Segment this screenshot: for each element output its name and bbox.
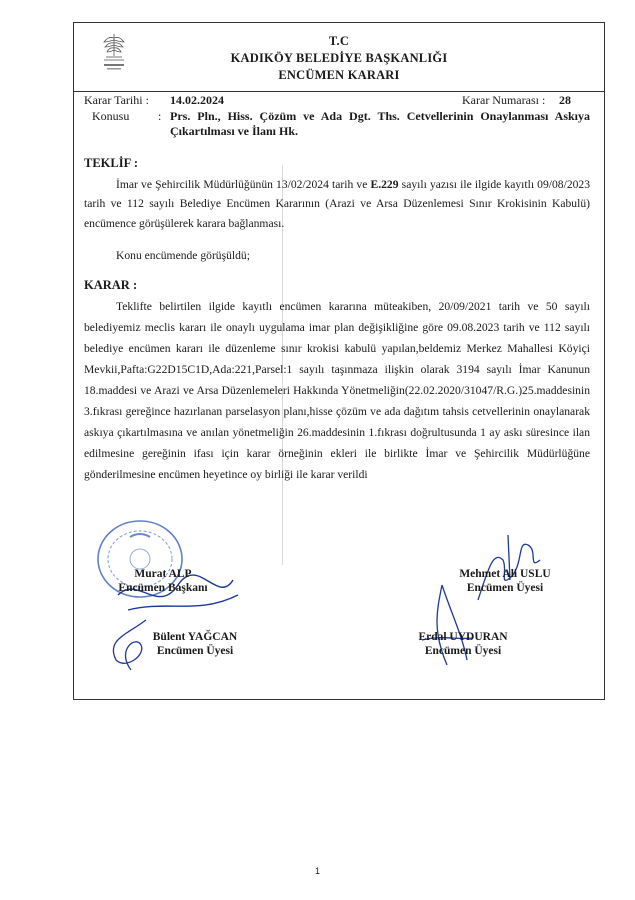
- chairman-title: Encümen Başkanı: [118, 582, 208, 594]
- karar-heading: KARAR :: [84, 278, 138, 292]
- decision-number-label: Karar Numarası :: [462, 93, 546, 107]
- signature-block-member-1: [440, 567, 570, 595]
- member-2-name: Bülent YAĞCAN: [152, 631, 238, 643]
- decision-date-label: Karar Tarihi :: [84, 93, 149, 107]
- teklif-discussed: [84, 246, 590, 265]
- signature-block-member-3: [398, 630, 528, 658]
- header-tc: T.C: [328, 34, 350, 48]
- page-number: 1: [314, 866, 320, 876]
- subject-line-1: Prs. Pln., Hiss. Çözüm ve Ada Dgt. Ths. Cetvellerinin Onaylanması Askıya: [170, 109, 590, 123]
- decision-number-value: 28: [559, 93, 571, 107]
- member-3-name: Erdal UYDURAN: [418, 631, 508, 643]
- karar-text: Teklifte belirtilen ilgide kayıtlı encümen kararına müteakiben, 20/09/2021 tarih ve 50 sayılı belediyemiz meclis kararı ile onaylı uygulama imar plan değişikliğine göre 09.08.2023 tarih ve 112 sayılı belediye encümen kararı ile düzenleme sınır krokisi kabulü yapılan,beldemiz Merkez Mahallesi Köyiçi Mevkii,Pafta:G22D15C1D,Ada:221,Parsel:1 sayılı taşınmaza ilişkin olarak 3194 sayılı İmar Kanunun 18.maddesi ve Arazi ve Arsa Düzenlemeleri Hakkında Yönetmeliğin(22.02.2020/31047/R.G.)25.maddesinin 3.fıkrası gereğince hazırlanan parselasyon planı,hisse çözüm ve ada dağıtım tahsis cetvellerinin onaylanarak askıya çıkartılmasına ve anılan yönetmeliğin 26.maddesinin 1.fıkrası doğrultusunda 1 ay askı süresince ilan edilmesine gereğinin ifası için karar örneğinin ekleri ile birlikte İmar ve Şehircilik Müdürlüğüne gönderilmesine encümen heyetince oy birliği ile karar verildi: [84, 300, 590, 481]
- karar-paragraph: [84, 296, 590, 485]
- member-2-title: Encümen Üyesi: [156, 645, 234, 657]
- teklif-paragraph: [84, 175, 590, 233]
- teklif-heading: TEKLİF :: [84, 156, 139, 170]
- signature-block-chairman: [98, 567, 228, 595]
- subject-line-2: Çıkartılması ve İlanı Hk.: [170, 124, 299, 138]
- teklif-text-post: sayılı yazısı ile ilgide kayıtlı 09/08/2023 tarih ve 112 sayılı Belediye Encümen Kararının (Arazi ve Arsa Düzenlemesi Sınır Krokisinin Kabulü) encümence görüşülerek karara bağlanması.: [84, 178, 591, 230]
- subject-label: Konusu: [92, 109, 130, 123]
- decision-date-value: 14.02.2024: [170, 93, 224, 107]
- teklif-doc-number: E.229: [370, 178, 399, 191]
- teklif-text-pre: İmar ve Şehircilik Müdürlüğünün 13/02/2024 tarih ve: [116, 178, 371, 191]
- header-document-type: ENCÜMEN KARARI: [278, 68, 400, 82]
- header-municipality: KADIKÖY BELEDİYE BAŞKANLIĞI: [230, 51, 448, 65]
- signature-block-member-2: [130, 630, 260, 658]
- member-1-title: Encümen Üyesi: [466, 582, 544, 594]
- header-separator: [73, 91, 605, 92]
- teklif-discussed-text: Konu encümende görüşüldü;: [116, 249, 250, 262]
- chairman-name: Murat ALP: [134, 568, 192, 580]
- member-3-title: Encümen Üyesi: [424, 645, 502, 657]
- subject-colon: :: [158, 109, 162, 123]
- member-1-name: Mehmet Ali USLU: [459, 568, 551, 580]
